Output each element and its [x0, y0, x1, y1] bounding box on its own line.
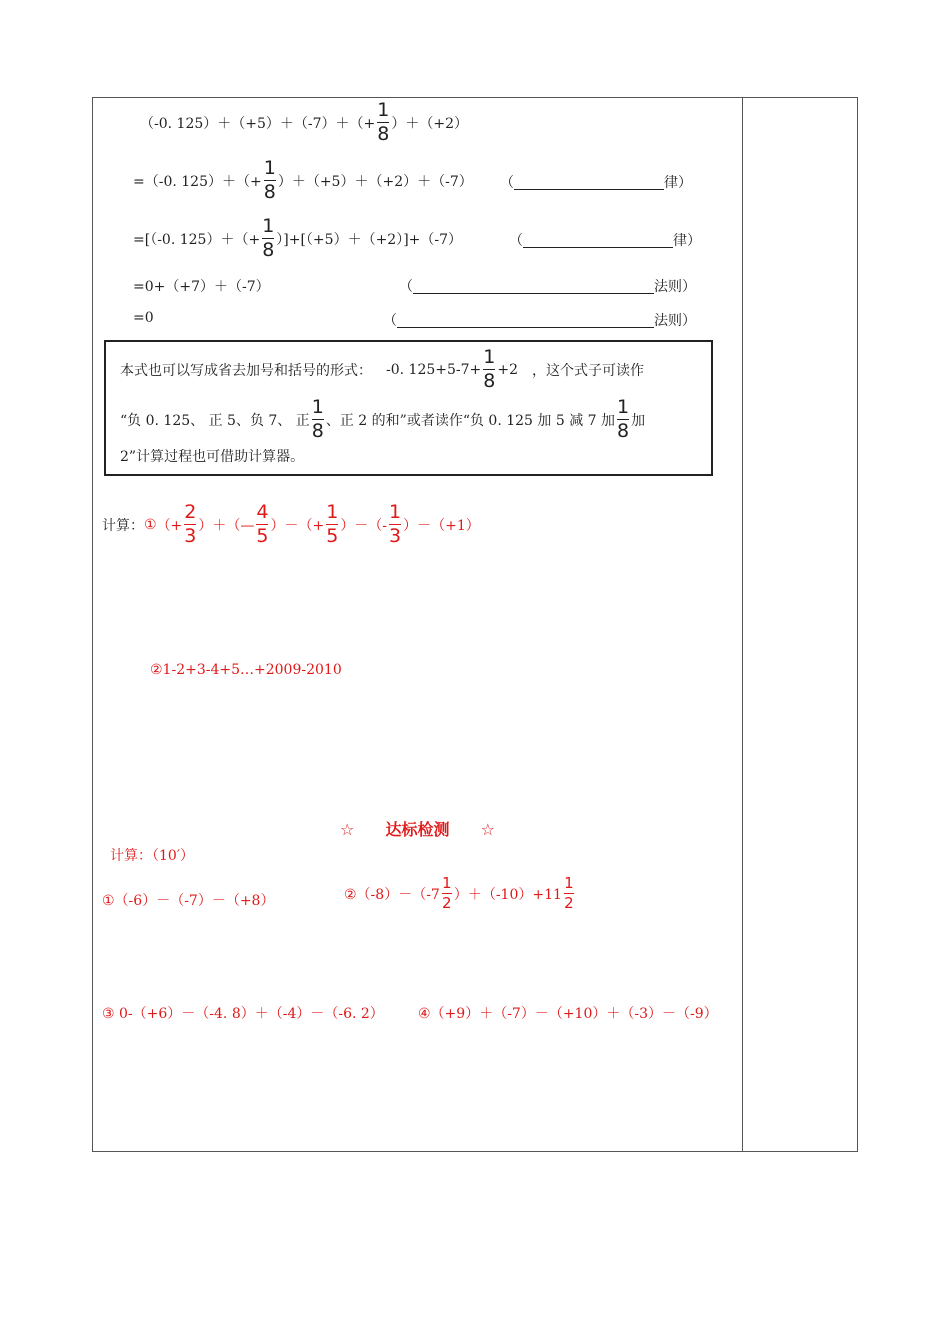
test-q3: ③ 0-（+6）－（-4. 8）＋（-4）－（-6. 2）: [102, 1006, 384, 1022]
fraction: $\frac{1}{3}$: [389, 501, 402, 547]
step-1: [140, 101, 468, 144]
section-heading: [340, 817, 495, 840]
test-calc-label: 计算：（10′）: [110, 848, 194, 864]
test-q4: ④（+9）＋（-7）－（+10）＋（-3）－（-9）: [418, 1006, 718, 1022]
fraction-one-eighth: $\frac{1}{8}$: [262, 215, 275, 261]
test-q2: ②（-8）－（-7 $\frac{1}{2}$ ）＋（-10）+11 $\frac{1}{2}$: [344, 874, 574, 912]
step-2-reason: （ 律）: [500, 175, 692, 191]
answer-blank[interactable]: [397, 313, 654, 328]
answer-blank[interactable]: [514, 175, 664, 190]
fraction: $\frac{4}{5}$: [256, 501, 269, 547]
step-1-left: （-0. 125）＋（+5）＋（-7）＋（+: [140, 115, 376, 132]
exercise-q2: ②1-2+3-4+5…+2009-2010: [150, 662, 342, 678]
note-box: [104, 340, 713, 476]
note-line-2: “负 0. 125、 正 5、负 7、 正 $\frac{1}{8}$ 、正 2 的和”或者读作“负 0. 125 加 5 减 7 加 $\frac{1}{8}$ 加: [120, 396, 646, 442]
fraction-one-eighth: $\frac{1}{8}$: [263, 157, 276, 203]
exercise-label: 计算：: [102, 517, 144, 534]
note-line-3: 2”计算过程也可借助计算器。: [120, 449, 305, 465]
fraction-one-half: $\frac{1}{2}$: [442, 874, 452, 912]
step-2-left: =（-0. 125）＋（+: [133, 173, 262, 190]
answer-blank[interactable]: [413, 279, 654, 294]
section-title: 达标检测: [385, 820, 450, 839]
star-icon: ☆: [340, 820, 355, 839]
exercise-q1: 计算： ① （+ $\frac{2}{3}$ ）＋（— $\frac{4}{5}$ ）－（+ $\frac{1}{5}$ ）－（- $\frac{1}{3}$ ）－（+1）: [102, 501, 480, 547]
fraction-one-eighth: $\frac{1}{8}$: [617, 396, 630, 442]
step-4: =0+（+7）＋（-7）: [133, 279, 270, 295]
step-3-left: =[（-0. 125）＋（+: [133, 231, 261, 248]
fraction-one-eighth: $\frac{1}{8}$: [377, 99, 390, 145]
step-5-reason: （ 法则）: [383, 313, 696, 329]
step-4-reason: （ 法则）: [399, 279, 696, 295]
step-3-reason: （ 律）: [509, 233, 701, 249]
step-3: [133, 217, 462, 260]
note-line-1: 本式也可以写成省去加号和括号的形式： -0. 125+5-7+ $\frac{1}{8}$ +2 ，这个式子可读作: [120, 346, 644, 392]
fraction-one-half: $\frac{1}{2}$: [564, 874, 574, 912]
fraction: $\frac{2}{3}$: [184, 501, 197, 547]
fraction-one-eighth: $\frac{1}{8}$: [311, 396, 324, 442]
star-icon: ☆: [480, 820, 496, 839]
answer-blank[interactable]: [523, 233, 673, 248]
fraction-one-eighth: $\frac{1}{8}$: [483, 346, 496, 392]
test-q1: ①（-6）－（-7）－（+8）: [102, 893, 275, 909]
step-2: [133, 159, 473, 202]
step-1-right: ）＋（+2）: [391, 115, 468, 132]
table-column-divider: [742, 97, 743, 1152]
step-2-right: ）＋（+5）＋（+2）＋（-7）: [277, 173, 473, 190]
step-5: =0: [133, 310, 154, 326]
step-3-right: ）]+[（+5）＋（+2）]+（-7）: [276, 231, 463, 248]
fraction: $\frac{1}{5}$: [326, 501, 339, 547]
